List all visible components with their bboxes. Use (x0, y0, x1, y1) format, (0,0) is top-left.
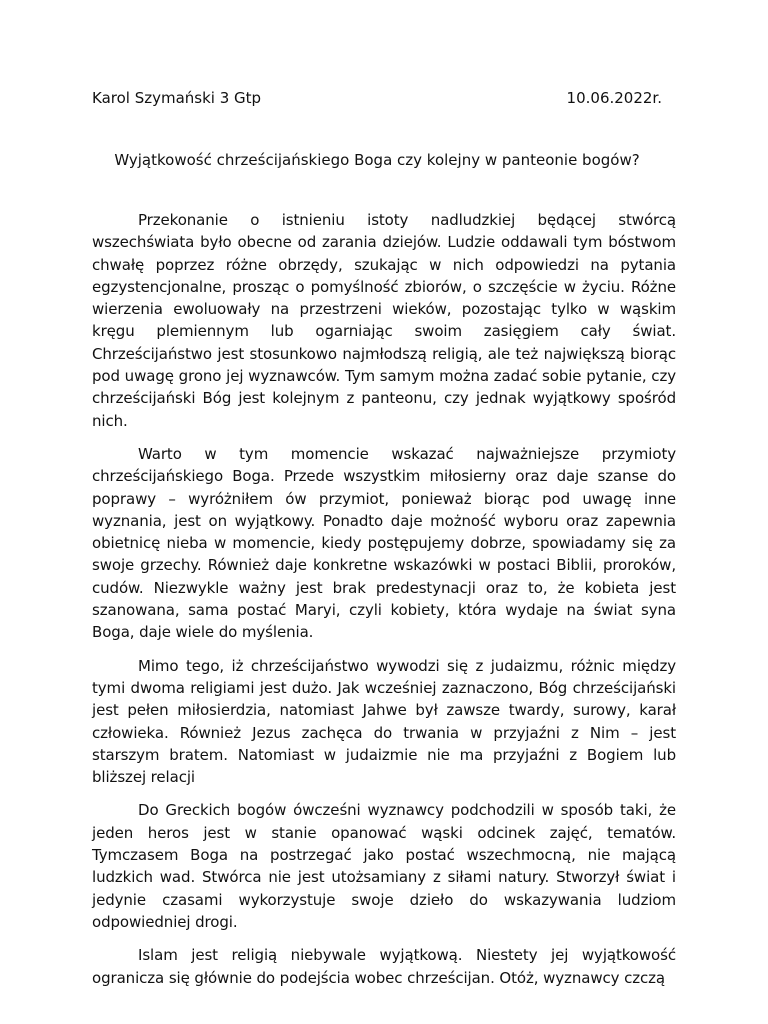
paragraph: Warto w tym momencie wskazać najważniejsze przymioty chrześcijańskiego Boga. Przede wszystkim miłosierny oraz daje szanse do poprawy – wyróżniłem ów przymiot, ponieważ biorąc pod uwagę inne wyznania, jest on wyjątkowy. Ponadto daje możność wyboru oraz zapewnia obietnicę nieba w momencie, kiedy postępujemy dobrze, spowiadamy się za swoje grzechy. Również daje konkretne wskazówki w postaci Biblii, proroków, cudów. Niezwykle ważny jest brak predestynacji oraz to, że kobieta jest szanowana, sama postać Maryi, czyli kobiety, która wydaje na świat syna Boga, daje wiele do myślenia. (92, 444, 676, 642)
paragraph: Przekonanie o istnieniu istoty nadludzkiej będącej stwórcą wszechświata było obecne od zarania dziejów. Ludzie oddawali tym bóstwom chwałę poprzez różne obrzędy, szukając w nich odpowiedzi na pytania egzystencjonalne, prosząc o pomyślność zbiorów, o szczęście w życiu. Różne wierzenia ewoluowały na przestrzeni wieków, pozostając tylko w wąskim kręgu plemiennym lub ogarniając swoim zasięgiem cały świat. Chrześcijaństwo jest stosunkowo najmłodszą religią, ale też największą biorąc pod uwagę grono jej wyznawców. Tym samym można zadać sobie pytanie, czy chrześcijański Bóg jest kolejnym z panteonu, czy jednak wyjątkowy spośród nich. (92, 211, 676, 430)
document-header (92, 86, 662, 110)
paragraph: Mimo tego, iż chrześcijaństwo wywodzi się z judaizmu, różnic między tymi dwoma religiami jest dużo. Jak wcześniej zaznaczono, Bóg chrześcijański jest pełen miłosierdzia, natomiast Jahwe był zawsze twardy, surowy, karał człowieka. Również Jezus zachęca do trwania w przyjaźni z Nim – jest starszym bratem. Natomiast w judaizmie nie ma przyjaźni z Bogiem lub bliższej relacji (92, 656, 676, 787)
paragraph: Do Greckich bogów ówcześni wyznawcy podchodzili w sposób taki, że jeden heros jest w stanie opanować wąski odcinek zajęć, tematów. Tymczasem Boga na postrzegać jako postać wszechmocną, nie mającą ludzkich wad. Stwórca nie jest utożsamiany z siłami natury. Stworzył świat i jedynie czasami wykorzystuje swoje dzieło do wskazywania ludziom odpowiedniej drogi. (92, 801, 676, 931)
document-date: 10.06.2022r. (566, 89, 662, 107)
document-body (92, 209, 676, 1000)
author-line: Karol Szymański 3 Gtp (92, 89, 262, 107)
paragraph: Islam jest religią niebywale wyjątkową. Niestety jej wyjątkowość ogranicza się głównie do podejścia wobec chrześcijan. Otóż, wyznawcy czczą (92, 946, 676, 987)
document-title: Wyjątkowość chrześcijańskiego Boga czy kolejny w panteonie bogów? (114, 151, 640, 169)
